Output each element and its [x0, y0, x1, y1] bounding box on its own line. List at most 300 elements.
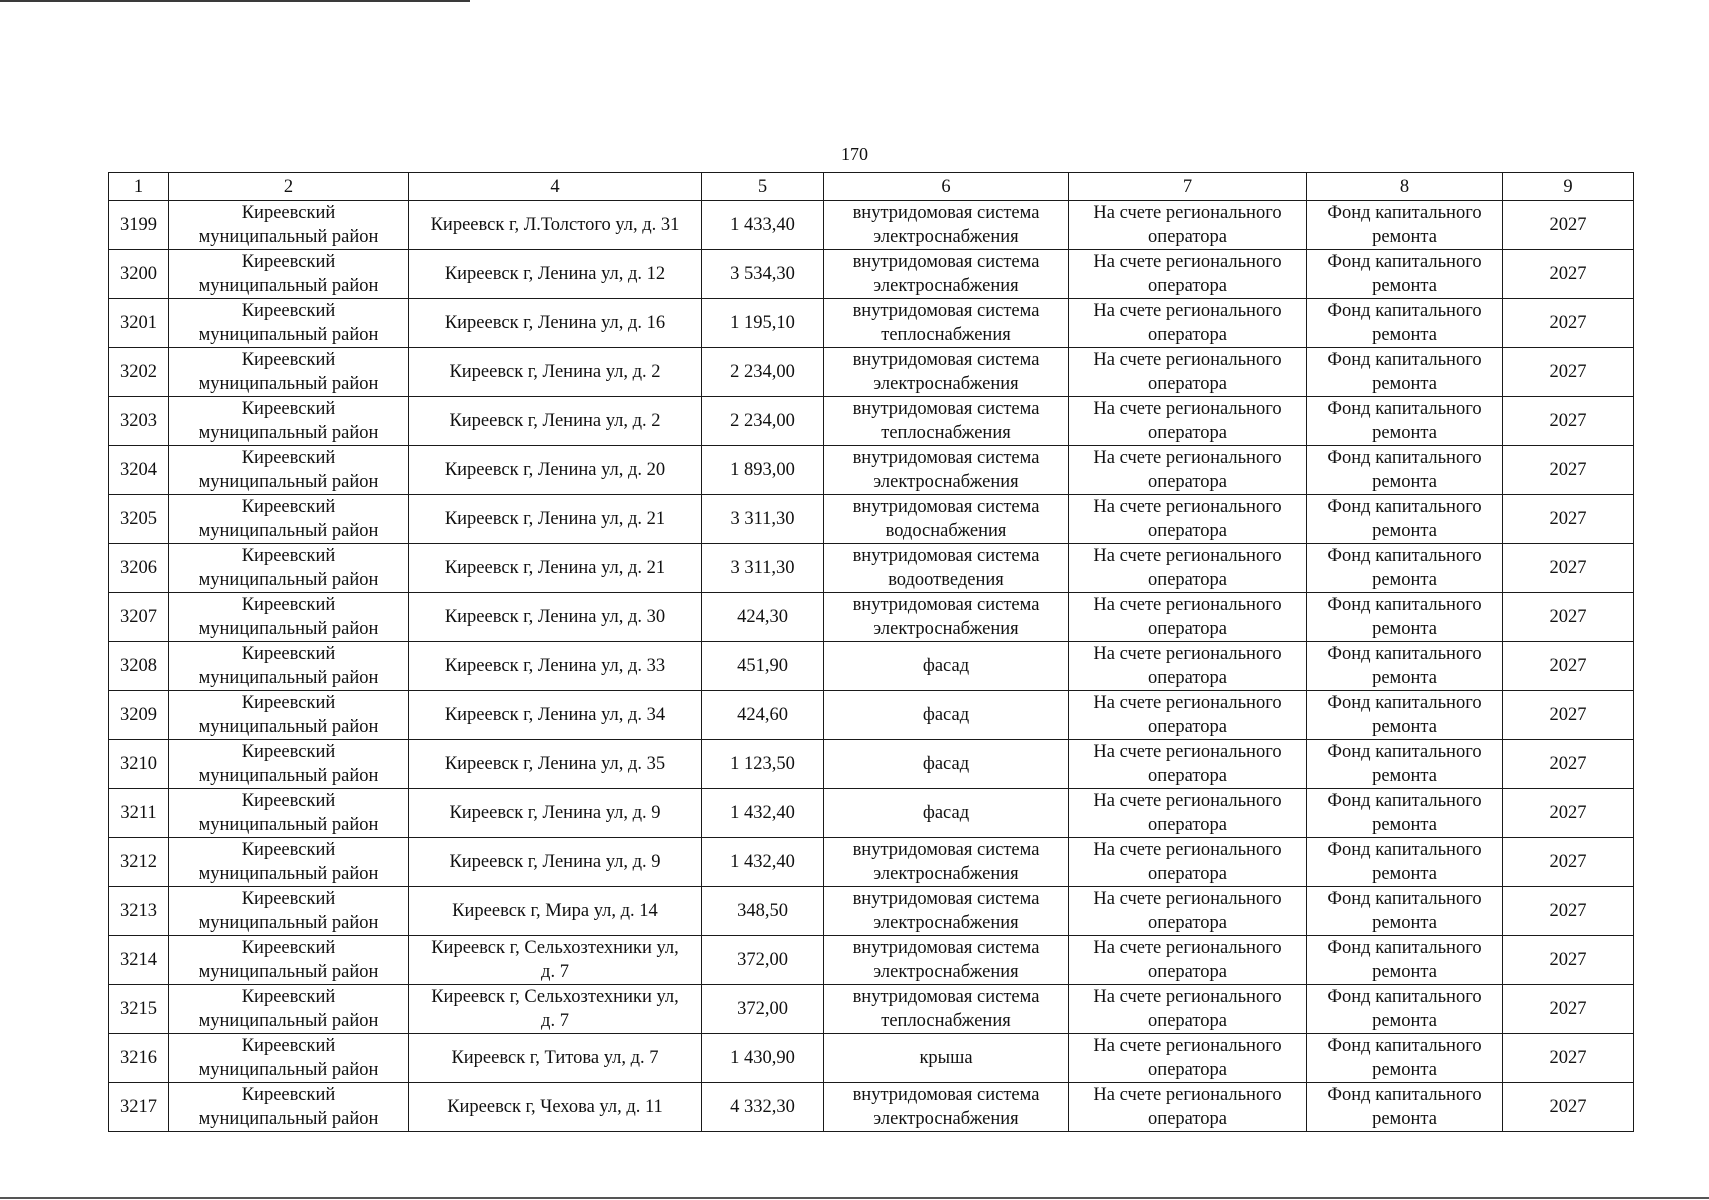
district-cell-line: Киреевский	[241, 497, 336, 517]
district-cell-line: муниципальный район	[198, 962, 379, 982]
planned-year-cell: 2027	[1503, 691, 1634, 740]
fund-account-cell-line: На счете регионального	[1093, 546, 1282, 566]
area-cell: 1 432,40	[702, 789, 824, 838]
fund-account-cell-line: На счете регионального	[1093, 693, 1282, 713]
address-cell-line: Киреевск г, Ленина ул, д. 33	[444, 656, 666, 676]
area-cell: 2 234,00	[702, 348, 824, 397]
row-number-cell: 3199	[109, 201, 169, 250]
fund-account-cell	[1069, 250, 1307, 299]
row-number-cell: 3202	[109, 348, 169, 397]
funding-source-cell-line: ремонта	[1372, 374, 1437, 394]
funding-source-cell	[1307, 887, 1503, 936]
fund-account-cell-line: оператора	[1148, 276, 1227, 296]
work-type-cell-line: крыша	[919, 1048, 973, 1068]
area-cell: 4 332,30	[702, 1083, 824, 1132]
funding-source-cell	[1307, 250, 1503, 299]
work-type-cell-line: водоснабжения	[885, 521, 1007, 541]
work-type-cell-line: электроснабжения	[873, 864, 1019, 884]
scan-edge-bottom	[0, 1197, 1709, 1199]
work-type-cell	[824, 1083, 1069, 1132]
work-type-cell-line: внутридомовая система	[852, 301, 1040, 321]
district-cell-line: муниципальный район	[198, 815, 379, 835]
address-cell	[409, 593, 702, 642]
funding-source-cell-line: ремонта	[1372, 570, 1437, 590]
fund-account-cell	[1069, 593, 1307, 642]
fund-account-cell-line: оператора	[1148, 864, 1227, 884]
district-cell	[169, 544, 409, 593]
row-number-cell: 3208	[109, 642, 169, 691]
area-cell: 424,30	[702, 593, 824, 642]
address-cell-line: Киреевск г, Ленина ул, д. 21	[444, 509, 666, 529]
header-cell-col-7: 7	[1069, 173, 1307, 201]
work-type-cell-line: электроснабжения	[873, 276, 1019, 296]
district-cell	[169, 936, 409, 985]
area-cell: 1 123,50	[702, 740, 824, 789]
district-cell-line: Киреевский	[241, 399, 336, 419]
address-cell	[409, 1034, 702, 1083]
area-cell: 3 534,30	[702, 250, 824, 299]
district-cell	[169, 593, 409, 642]
district-cell-line: Киреевский	[241, 448, 336, 468]
address-cell	[409, 1083, 702, 1132]
table-row	[109, 642, 1634, 691]
address-cell-line: Киреевск г, Ленина ул, д. 2	[449, 362, 661, 382]
work-type-cell	[824, 201, 1069, 250]
row-number-cell: 3201	[109, 299, 169, 348]
funding-source-cell-line: Фонд капитального	[1327, 889, 1482, 909]
address-cell-line: Киреевск г, Ленина ул, д. 16	[444, 313, 666, 333]
funding-source-cell-line: ремонта	[1372, 668, 1437, 688]
work-type-cell-line: внутридомовая система	[852, 399, 1040, 419]
planned-year-cell: 2027	[1503, 397, 1634, 446]
fund-account-cell-line: оператора	[1148, 325, 1227, 345]
address-cell	[409, 544, 702, 593]
fund-account-cell-line: оператора	[1148, 1060, 1227, 1080]
address-cell-line: Киреевск г, Ленина ул, д. 12	[444, 264, 666, 284]
table-row	[109, 495, 1634, 544]
district-cell-line: Киреевский	[241, 840, 336, 860]
work-type-cell-line: внутридомовая система	[852, 546, 1040, 566]
funding-source-cell-line: ремонта	[1372, 325, 1437, 345]
fund-account-cell	[1069, 446, 1307, 495]
work-type-cell	[824, 593, 1069, 642]
fund-account-cell	[1069, 299, 1307, 348]
fund-account-cell-line: оператора	[1148, 521, 1227, 541]
funding-source-cell-line: Фонд капитального	[1327, 693, 1482, 713]
funding-source-cell-line: Фонд капитального	[1327, 546, 1482, 566]
work-type-cell	[824, 740, 1069, 789]
funding-source-cell	[1307, 348, 1503, 397]
funding-source-cell-line: Фонд капитального	[1327, 791, 1482, 811]
fund-account-cell-line: На счете регионального	[1093, 840, 1282, 860]
funding-source-cell-line: ремонта	[1372, 619, 1437, 639]
work-type-cell	[824, 495, 1069, 544]
planned-year-cell: 2027	[1503, 593, 1634, 642]
address-cell	[409, 691, 702, 740]
fund-account-cell-line: На счете регионального	[1093, 595, 1282, 615]
work-type-cell	[824, 397, 1069, 446]
row-number-cell: 3216	[109, 1034, 169, 1083]
work-type-cell	[824, 250, 1069, 299]
district-cell-line: муниципальный район	[198, 1011, 379, 1031]
header-cell-col-2: 2	[169, 173, 409, 201]
row-number-cell: 3210	[109, 740, 169, 789]
fund-account-cell-line: На счете регионального	[1093, 1036, 1282, 1056]
address-cell-line: д. 7	[541, 1011, 569, 1031]
work-type-cell	[824, 446, 1069, 495]
area-cell: 1 195,10	[702, 299, 824, 348]
area-cell: 1 893,00	[702, 446, 824, 495]
work-type-cell-line: внутридомовая система	[852, 448, 1040, 468]
funding-source-cell-line: ремонта	[1372, 913, 1437, 933]
fund-account-cell	[1069, 1034, 1307, 1083]
funding-source-cell-line: Фонд капитального	[1327, 399, 1482, 419]
table-row	[109, 1083, 1634, 1132]
area-cell: 372,00	[702, 985, 824, 1034]
scan-edge-top	[0, 0, 470, 2]
work-type-cell	[824, 985, 1069, 1034]
district-cell-line: муниципальный район	[198, 325, 379, 345]
fund-account-cell	[1069, 495, 1307, 544]
fund-account-cell-line: На счете регионального	[1093, 350, 1282, 370]
funding-source-cell	[1307, 397, 1503, 446]
funding-source-cell-line: Фонд капитального	[1327, 448, 1482, 468]
fund-account-cell-line: оператора	[1148, 962, 1227, 982]
table-row	[109, 593, 1634, 642]
planned-year-cell: 2027	[1503, 985, 1634, 1034]
funding-source-cell-line: Фонд капитального	[1327, 742, 1482, 762]
funding-source-cell	[1307, 691, 1503, 740]
fund-account-cell-line: На счете регионального	[1093, 791, 1282, 811]
table-row	[109, 691, 1634, 740]
work-type-cell	[824, 789, 1069, 838]
fund-account-cell-line: На счете регионального	[1093, 252, 1282, 272]
fund-account-cell-line: На счете регионального	[1093, 203, 1282, 223]
district-cell-line: Киреевский	[241, 1085, 336, 1105]
funding-source-cell	[1307, 593, 1503, 642]
address-cell	[409, 250, 702, 299]
fund-account-cell-line: На счете регионального	[1093, 448, 1282, 468]
row-number-cell: 3207	[109, 593, 169, 642]
area-cell: 3 311,30	[702, 495, 824, 544]
funding-source-cell-line: Фонд капитального	[1327, 497, 1482, 517]
district-cell-line: Киреевский	[241, 252, 336, 272]
funding-source-cell-line: ремонта	[1372, 423, 1437, 443]
district-cell-line: Киреевский	[241, 693, 336, 713]
table-row	[109, 936, 1634, 985]
address-cell-line: Киреевск г, Ленина ул, д. 21	[444, 558, 666, 578]
fund-account-cell	[1069, 789, 1307, 838]
work-type-cell-line: внутридомовая система	[852, 840, 1040, 860]
work-type-cell	[824, 544, 1069, 593]
planned-year-cell: 2027	[1503, 936, 1634, 985]
funding-source-cell-line: ремонта	[1372, 766, 1437, 786]
table-row	[109, 789, 1634, 838]
funding-source-cell	[1307, 936, 1503, 985]
fund-account-cell-line: оператора	[1148, 766, 1227, 786]
work-type-cell-line: электроснабжения	[873, 227, 1019, 247]
fund-account-cell-line: оператора	[1148, 423, 1227, 443]
funding-source-cell	[1307, 446, 1503, 495]
planned-year-cell: 2027	[1503, 642, 1634, 691]
fund-account-cell	[1069, 936, 1307, 985]
funding-source-cell-line: ремонта	[1372, 1060, 1437, 1080]
district-cell-line: Киреевский	[241, 644, 336, 664]
area-cell: 2 234,00	[702, 397, 824, 446]
district-cell-line: Киреевский	[241, 350, 336, 370]
work-type-cell	[824, 348, 1069, 397]
district-cell	[169, 838, 409, 887]
funding-source-cell	[1307, 544, 1503, 593]
row-number-cell: 3217	[109, 1083, 169, 1132]
fund-account-cell-line: оператора	[1148, 668, 1227, 688]
address-cell-line: Киреевск г, Ленина ул, д. 2	[449, 411, 661, 431]
planned-year-cell: 2027	[1503, 1083, 1634, 1132]
area-cell: 348,50	[702, 887, 824, 936]
fund-account-cell-line: оператора	[1148, 374, 1227, 394]
planned-year-cell: 2027	[1503, 348, 1634, 397]
address-cell-line: Киреевск г, Ленина ул, д. 30	[444, 607, 666, 627]
table-row	[109, 985, 1634, 1034]
district-cell-line: муниципальный район	[198, 570, 379, 590]
header-cell-col-1: 1	[109, 173, 169, 201]
table-row	[109, 887, 1634, 936]
district-cell-line: Киреевский	[241, 1036, 336, 1056]
work-type-cell-line: теплоснабжения	[881, 325, 1011, 345]
district-cell	[169, 446, 409, 495]
work-type-cell	[824, 691, 1069, 740]
area-cell: 1 430,90	[702, 1034, 824, 1083]
funding-source-cell	[1307, 1083, 1503, 1132]
header-cell-col-5: 5	[702, 173, 824, 201]
address-cell-line: Киреевск г, Ленина ул, д. 35	[444, 754, 666, 774]
district-cell	[169, 691, 409, 740]
funding-source-cell-line: Фонд капитального	[1327, 301, 1482, 321]
table-row	[109, 250, 1634, 299]
district-cell-line: муниципальный район	[198, 423, 379, 443]
work-type-cell-line: теплоснабжения	[881, 1011, 1011, 1031]
address-cell	[409, 887, 702, 936]
funding-source-cell-line: Фонд капитального	[1327, 987, 1482, 1007]
address-cell	[409, 985, 702, 1034]
row-number-cell: 3211	[109, 789, 169, 838]
funding-source-cell	[1307, 740, 1503, 789]
capital-repair-table	[108, 172, 1634, 1132]
work-type-cell-line: фасад	[922, 754, 970, 774]
table-row	[109, 838, 1634, 887]
fund-account-cell	[1069, 740, 1307, 789]
fund-account-cell	[1069, 397, 1307, 446]
fund-account-cell	[1069, 201, 1307, 250]
address-cell	[409, 348, 702, 397]
funding-source-cell-line: ремонта	[1372, 717, 1437, 737]
work-type-cell-line: фасад	[922, 803, 970, 823]
area-cell: 424,60	[702, 691, 824, 740]
work-type-cell-line: теплоснабжения	[881, 423, 1011, 443]
district-cell-line: муниципальный район	[198, 1060, 379, 1080]
address-cell	[409, 642, 702, 691]
work-type-cell-line: электроснабжения	[873, 472, 1019, 492]
funding-source-cell	[1307, 299, 1503, 348]
fund-account-cell-line: оператора	[1148, 619, 1227, 639]
address-cell	[409, 936, 702, 985]
planned-year-cell: 2027	[1503, 838, 1634, 887]
district-cell-line: Киреевский	[241, 938, 336, 958]
table-row	[109, 544, 1634, 593]
row-number-cell: 3212	[109, 838, 169, 887]
fund-account-cell	[1069, 642, 1307, 691]
work-type-cell	[824, 936, 1069, 985]
funding-source-cell-line: Фонд капитального	[1327, 938, 1482, 958]
funding-source-cell-line: ремонта	[1372, 815, 1437, 835]
address-cell	[409, 838, 702, 887]
district-cell-line: муниципальный район	[198, 374, 379, 394]
address-cell-line: Киреевск г, Титова ул, д. 7	[451, 1048, 659, 1068]
funding-source-cell-line: ремонта	[1372, 864, 1437, 884]
district-cell	[169, 642, 409, 691]
work-type-cell-line: внутридомовая система	[852, 595, 1040, 615]
fund-account-cell	[1069, 691, 1307, 740]
district-cell-line: муниципальный район	[198, 276, 379, 296]
district-cell-line: Киреевский	[241, 889, 336, 909]
district-cell-line: Киреевский	[241, 595, 336, 615]
work-type-cell-line: внутридомовая система	[852, 350, 1040, 370]
fund-account-cell-line: На счете регионального	[1093, 1085, 1282, 1105]
fund-account-cell-line: На счете регионального	[1093, 938, 1282, 958]
work-type-cell-line: внутридомовая система	[852, 1085, 1040, 1105]
fund-account-cell-line: На счете регионального	[1093, 644, 1282, 664]
table-row	[109, 299, 1634, 348]
address-cell-line: Киреевск г, Ленина ул, д. 9	[449, 852, 661, 872]
district-cell-line: Киреевский	[241, 742, 336, 762]
fund-account-cell-line: На счете регионального	[1093, 301, 1282, 321]
district-cell	[169, 887, 409, 936]
address-cell	[409, 397, 702, 446]
district-cell-line: Киреевский	[241, 987, 336, 1007]
work-type-cell	[824, 838, 1069, 887]
address-cell-line: д. 7	[541, 962, 569, 982]
address-cell-line: Киреевск г, Л.Толстого ул, д. 31	[430, 215, 680, 235]
fund-account-cell-line: оператора	[1148, 227, 1227, 247]
area-cell: 1 432,40	[702, 838, 824, 887]
funding-source-cell	[1307, 789, 1503, 838]
row-number-cell: 3205	[109, 495, 169, 544]
work-type-cell-line: электроснабжения	[873, 1109, 1019, 1129]
row-number-cell: 3206	[109, 544, 169, 593]
district-cell-line: муниципальный район	[198, 227, 379, 247]
funding-source-cell	[1307, 1034, 1503, 1083]
fund-account-cell-line: На счете регионального	[1093, 987, 1282, 1007]
fund-account-cell-line: На счете регионального	[1093, 399, 1282, 419]
funding-source-cell-line: ремонта	[1372, 1011, 1437, 1031]
district-cell-line: муниципальный район	[198, 766, 379, 786]
district-cell	[169, 1083, 409, 1132]
address-cell	[409, 789, 702, 838]
page-number: 170	[841, 144, 868, 164]
funding-source-cell-line: Фонд капитального	[1327, 1036, 1482, 1056]
funding-source-cell	[1307, 201, 1503, 250]
work-type-cell-line: электроснабжения	[873, 619, 1019, 639]
work-type-cell	[824, 299, 1069, 348]
address-cell	[409, 495, 702, 544]
address-cell	[409, 299, 702, 348]
funding-source-cell	[1307, 985, 1503, 1034]
table-row	[109, 1034, 1634, 1083]
district-cell-line: муниципальный район	[198, 717, 379, 737]
fund-account-cell-line: На счете регионального	[1093, 889, 1282, 909]
funding-source-cell-line: ремонта	[1372, 472, 1437, 492]
area-cell: 1 433,40	[702, 201, 824, 250]
address-cell	[409, 201, 702, 250]
table-row	[109, 348, 1634, 397]
district-cell	[169, 201, 409, 250]
district-cell	[169, 250, 409, 299]
district-cell-line: Киреевский	[241, 546, 336, 566]
work-type-cell-line: внутридомовая система	[852, 203, 1040, 223]
planned-year-cell: 2027	[1503, 250, 1634, 299]
header-row	[109, 173, 1634, 201]
funding-source-cell-line: ремонта	[1372, 1109, 1437, 1129]
fund-account-cell-line: оператора	[1148, 472, 1227, 492]
row-number-cell: 3203	[109, 397, 169, 446]
table-row	[109, 201, 1634, 250]
header-cell-col-6: 6	[824, 173, 1069, 201]
district-cell	[169, 1034, 409, 1083]
planned-year-cell: 2027	[1503, 446, 1634, 495]
district-cell-line: муниципальный район	[198, 472, 379, 492]
address-cell-line: Киреевск г, Ленина ул, д. 20	[444, 460, 666, 480]
work-type-cell	[824, 1034, 1069, 1083]
work-type-cell-line: фасад	[922, 656, 970, 676]
work-type-cell-line: внутридомовая система	[852, 497, 1040, 517]
header-cell-col-9: 9	[1503, 173, 1634, 201]
district-cell	[169, 740, 409, 789]
fund-account-cell-line: оператора	[1148, 815, 1227, 835]
district-cell-line: муниципальный район	[198, 1109, 379, 1129]
district-cell	[169, 495, 409, 544]
fund-account-cell-line: оператора	[1148, 913, 1227, 933]
row-number-cell: 3204	[109, 446, 169, 495]
district-cell-line: муниципальный район	[198, 619, 379, 639]
funding-source-cell-line: Фонд капитального	[1327, 252, 1482, 272]
address-cell-line: Киреевск г, Ленина ул, д. 9	[449, 803, 661, 823]
table-row	[109, 446, 1634, 495]
address-cell-line: Киреевск г, Сельхозтехники ул,	[431, 987, 679, 1007]
planned-year-cell: 2027	[1503, 495, 1634, 544]
funding-source-cell	[1307, 838, 1503, 887]
district-cell	[169, 299, 409, 348]
funding-source-cell-line: Фонд капитального	[1327, 203, 1482, 223]
row-number-cell: 3215	[109, 985, 169, 1034]
planned-year-cell: 2027	[1503, 887, 1634, 936]
funding-source-cell	[1307, 495, 1503, 544]
funding-source-cell-line: Фонд капитального	[1327, 595, 1482, 615]
funding-source-cell-line: ремонта	[1372, 227, 1437, 247]
row-number-cell: 3213	[109, 887, 169, 936]
funding-source-cell-line: Фонд капитального	[1327, 1085, 1482, 1105]
work-type-cell-line: внутридомовая система	[852, 889, 1040, 909]
row-number-cell: 3200	[109, 250, 169, 299]
district-cell-line: муниципальный район	[198, 521, 379, 541]
address-cell-line: Киреевск г, Ленина ул, д. 34	[444, 705, 666, 725]
district-cell	[169, 348, 409, 397]
district-cell-line: Киреевский	[241, 203, 336, 223]
funding-source-cell	[1307, 642, 1503, 691]
funding-source-cell-line: ремонта	[1372, 521, 1437, 541]
work-type-cell-line: электроснабжения	[873, 913, 1019, 933]
fund-account-cell-line: На счете регионального	[1093, 742, 1282, 762]
table-row	[109, 740, 1634, 789]
